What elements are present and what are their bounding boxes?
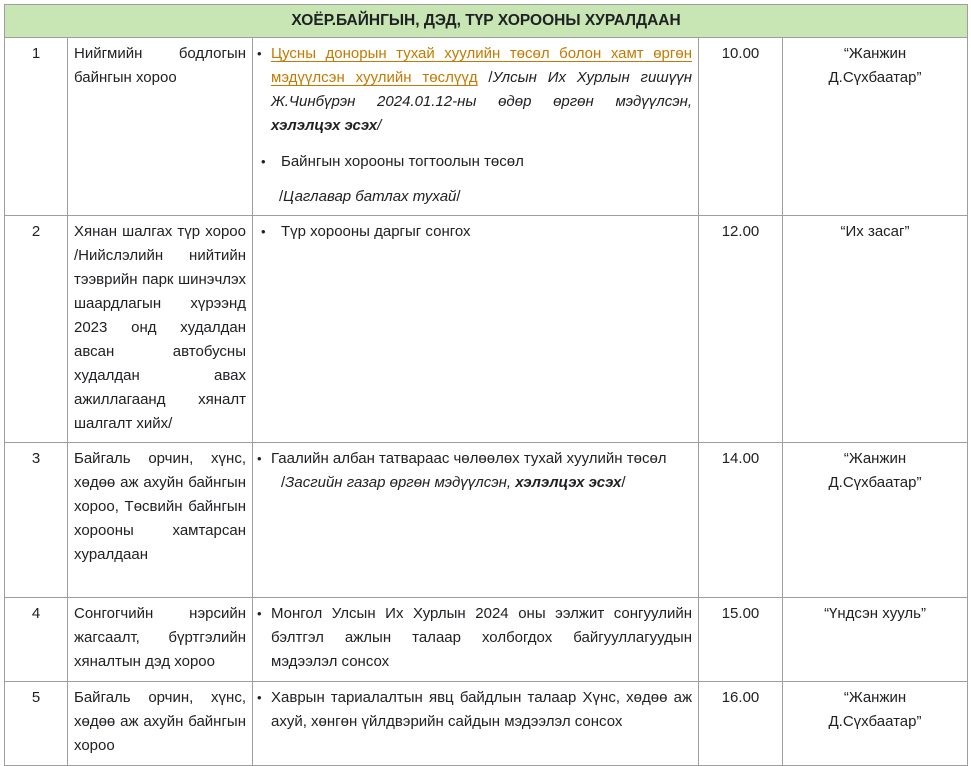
agenda-text: Түр хорооны даргыг сонгох (281, 223, 471, 240)
note-close: / (621, 474, 626, 491)
bullet-icon: • (257, 451, 262, 466)
agenda-cell (253, 598, 699, 682)
meeting-room: “Жанжин Д.Сүхбаатар” (783, 38, 968, 216)
meeting-time: 15.00 (699, 598, 783, 682)
bullet-icon: • (257, 606, 262, 621)
discussion-note: хэлэлцэх эсэх (515, 474, 622, 491)
meeting-room: “Их засаг” (783, 216, 968, 443)
meeting-time: 16.00 (699, 682, 783, 766)
bullet-icon: • (257, 690, 262, 705)
table-row (5, 216, 968, 443)
meeting-room: “Жанжин Д.Сүхбаатар” (783, 443, 968, 598)
table-row (5, 682, 968, 766)
row-number: 1 (5, 38, 68, 216)
row-number: 4 (5, 598, 68, 682)
committee-name: Сонгогчийн нэрсийн жагсаалт, бүртгэлийн хяналтын дэд хороо (68, 598, 253, 682)
agenda-cell (253, 38, 699, 216)
subnote-text: Цаглавар батлах тухай (283, 188, 457, 205)
row-number: 2 (5, 216, 68, 443)
section-title: ХОЁР.БАЙНГЫН, ДЭД, ТҮР ХОРООНЫ ХУРАЛДААН (5, 5, 968, 38)
agenda-cell (253, 216, 699, 443)
table-row (5, 443, 968, 598)
agenda-item (257, 42, 692, 138)
agenda-item (257, 447, 692, 495)
meeting-time: 12.00 (699, 216, 783, 443)
committee-name: Хянан шалгах түр хороо /Нийслэлийн нийтийн тээврийн парк шинэчлэх шаардлагын хүрээнд 2023 онд худалдан авсан автобусны худалдан авах ажиллагаанд хяналт шалгалт хийх/ (68, 216, 253, 443)
agenda-item (257, 150, 692, 174)
meeting-time: 10.00 (699, 38, 783, 216)
bullet-icon: • (261, 154, 266, 169)
agenda-subnote (279, 185, 692, 209)
submission-note: Засгийн газар өргөн мэдүүлсэн, (285, 474, 516, 491)
committee-name: Байгаль орчин, хүнс, хөдөө аж ахуйн байнгын хороо, Төсвийн байнгын хорооны хамтарсан хуралдаан (68, 443, 253, 598)
agenda-item (257, 686, 692, 734)
agenda-item (257, 602, 692, 674)
agenda-text: Хаврын тариалалтын явц байдлын талаар Хүнс, хөдөө аж ахуй, хөнгөн үйлдвэрийн сайдын мэдээлэл сонсох (271, 689, 692, 730)
agenda-cell (253, 443, 699, 598)
agenda-text: Монгол Улсын Их Хурлын 2024 оны ээлжит сонгуулийн бэлтгэл ажлын талаар холбогдох байгууллагуудын мэдээлэл сонсох (271, 605, 692, 670)
discussion-note: хэлэлцэх эсэх (271, 117, 378, 134)
row-number: 5 (5, 682, 68, 766)
bill-link[interactable]: Цусны донорын тухай хуулийн төсөл болон хамт өргөн мэдүүлсэн хуулийн төслүүд (271, 45, 692, 86)
committee-name: Байгаль орчин, хүнс, хөдөө аж ахуйн байнгын хороо (68, 682, 253, 766)
table-row (5, 598, 968, 682)
committee-name: Нийгмийн бодлогын байнгын хороо (68, 38, 253, 216)
row-number: 3 (5, 443, 68, 598)
note-close: / (377, 117, 382, 134)
header-row (5, 5, 968, 38)
note-open: / (477, 69, 493, 86)
agenda-item (257, 220, 692, 244)
agenda-text: Байнгын хорооны тогтоолын төсөл (281, 153, 524, 170)
meeting-room: “Үндсэн хууль” (783, 598, 968, 682)
agenda-text: Гаалийн албан татвараас чөлөөлөх тухай хуулийн төсөл (271, 450, 667, 467)
bullet-icon: • (261, 224, 266, 239)
note-close: / (456, 188, 461, 205)
note-open: / (279, 188, 284, 205)
meeting-room: “Жанжин Д.Сүхбаатар” (783, 682, 968, 766)
table-row (5, 38, 968, 216)
schedule-table (4, 4, 968, 766)
meeting-time: 14.00 (699, 443, 783, 598)
note-open: / (281, 474, 286, 491)
submission-note: Улсын Их Хурлын гишүүн Ж.Чинбүрэн 2024.01.12-ны өдөр өргөн мэдүүлсэн, (271, 69, 692, 110)
agenda-cell (253, 682, 699, 766)
bullet-icon: • (257, 46, 262, 61)
